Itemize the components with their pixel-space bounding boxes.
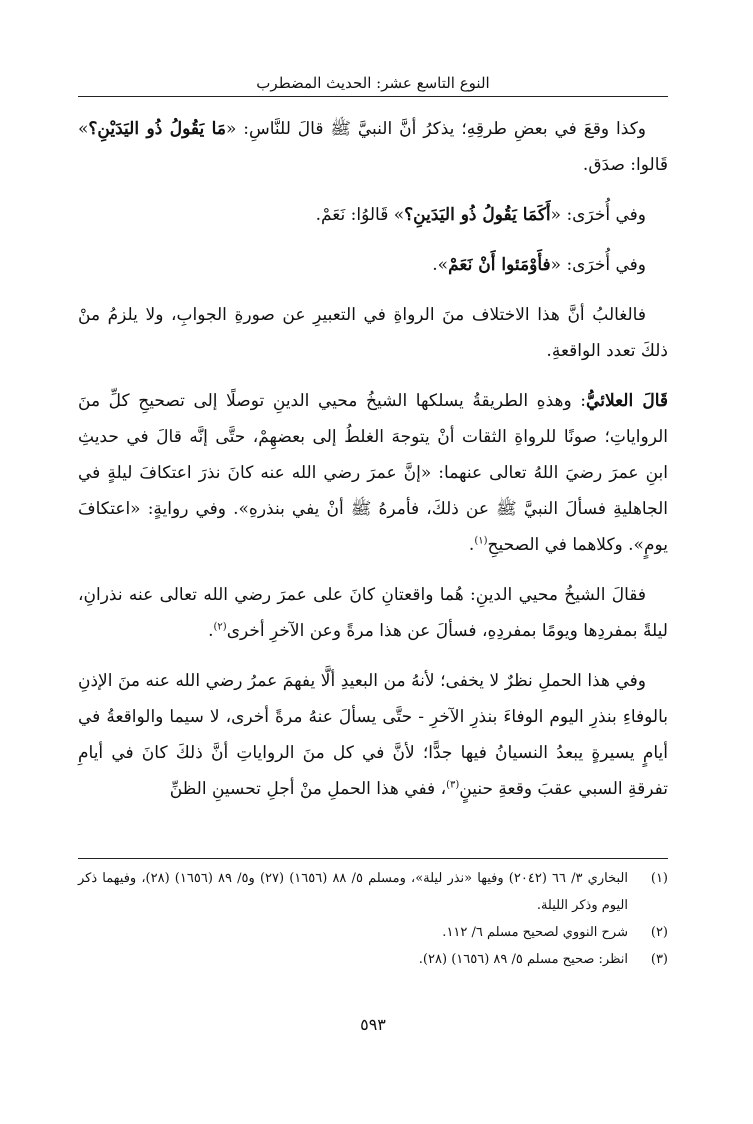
text-run: وفي أُخرَى: «	[550, 205, 646, 225]
footnote-text: البخاري ٣/ ٦٦ (٢٠٤٢) وفيها «نذر ليلة»، ومسلم ٥/ ٨٨ (١٦٥٦) (٢٧) و٥/ ٨٩ (١٦٥٦) (٢٨)، وفيهما ذكر اليوم وذكر الليلة.	[78, 871, 628, 913]
paragraph	[78, 383, 668, 563]
text-run: .	[468, 535, 475, 555]
footnote-ref: (٢)	[213, 621, 227, 633]
text-run: فقالَ الشيخُ محيي الدينِ: هُما واقعتانِ كانَ على عمرَ رضي الله تعالى عنه نذرانِ، ليلةً بمفردِها ويومًا بمفردِهِ، فسألَ عن هذا مرةً وعن الآخرِ أخرى	[78, 585, 668, 641]
footnote	[78, 865, 668, 919]
footnote-number: (٣)	[650, 952, 668, 967]
text-run: .	[208, 621, 214, 641]
speaker-label: قَالَ العلائيُّ	[586, 391, 668, 411]
text-run: فالغالبُ أنَّ هذا الاختلاف منَ الرواةِ في التعبيرِ عن صورةِ الجوابِ، ولا يلزمُ منْ ذلكَ تعدد الواقعةِ.	[78, 305, 668, 361]
footnote	[78, 946, 668, 973]
footnote	[78, 919, 668, 946]
text-run: » قَالوُا: نَعَمْ.	[315, 205, 405, 225]
paragraph	[78, 663, 668, 807]
footnote-number: (١)	[650, 871, 668, 886]
page-number: ٥٩٣	[360, 1015, 386, 1034]
paragraph	[78, 111, 668, 183]
paragraph	[78, 197, 668, 233]
text-run: : وهذهِ الطريقةُ يسلكها الشيخُ محيي الدينِ توصلًا إلى تصحيحِ كلِّ منَ الرواياتِ؛ صونًا للرواةِ الثقات أنْ يتوجهَ الغلطُ إلى بعضهِمْ، حتَّى إنَّه قالَ في حديثِ ابنِ عمرَ رضيَ اللهُ تعالى عنهما: «إنَّ عمرَ رضي الله عنه كانَ نذرَ اعتكافَ ليلةٍ في الجاهليةِ فسألَ النبيَّ ﷺ عن ذلكَ، فأمرهُ ﷺ أنْ يفي بنذرهِ». وفي روايةٍ: «اعتكافَ يومٍ». وكلاهما في الصحيحِ	[78, 391, 668, 555]
body-text	[78, 111, 668, 807]
text-run: ، ففي هذا الحملِ منْ أجلِ تحسينِ الظنِّ	[169, 779, 447, 799]
running-head: النوع التاسع عشر: الحديث المضطرب	[78, 70, 668, 97]
paragraph	[78, 247, 668, 283]
text-run: ».	[432, 255, 449, 275]
text-run: وكذا وقعَ في بعضِ طرقِهِ؛ يذكرُ أنَّ النبيَّ ﷺ قالَ للنَّاسِ: «	[225, 119, 647, 139]
hadith-quote: فأَوْمَئوا أَنْ نَعَمْ	[448, 255, 551, 275]
paragraph	[78, 577, 668, 649]
footnote-ref: (٣)	[446, 779, 460, 791]
hadith-quote: أَكَمَا يَقُولُ ذُو اليَدَينِ؟	[404, 205, 551, 225]
book-page	[78, 70, 668, 1070]
footnote-ref: (١)	[474, 535, 488, 547]
footnote-number: (٢)	[650, 925, 668, 940]
text-run: » قَالوا: صدَق.	[78, 119, 668, 175]
paragraph	[78, 297, 668, 369]
footnote-text: انظر: صحيح مسلم ٥/ ٨٩ (١٦٥٦) (٢٨).	[418, 952, 628, 967]
footnotes	[78, 858, 668, 973]
text-run: وفي أُخرَى: «	[550, 255, 646, 275]
text-run: وفي هذا الحملِ نظرٌ لا يخفى؛ لأنهُ من البعيدِ ألَّا يفهمَ عمرُ رضي الله عنه منَ الإذنِ بالوفاءِ بنذرِ اليوم الوفاءَ بنذرِ الآخرِ - حتَّى يسألَ عنهُ مرةً أخرى، لا سيما والواقعةُ في أيامٍ يسيرةٍ يبعدُ النسيانُ فيها جدًّا؛ لأنَّ في كل منَ الرواياتِ أنَّ ذلكَ كانَ في أيامِ تفرقةِ السبي عقبَ وقعةِ حنينٍ	[78, 671, 668, 799]
footnote-text: شرح النووي لصحيح مسلم ٦/ ١١٢.	[442, 925, 628, 940]
hadith-quote: مَا يَقُولُ ذُو اليَدَيْنِ؟	[88, 119, 226, 139]
